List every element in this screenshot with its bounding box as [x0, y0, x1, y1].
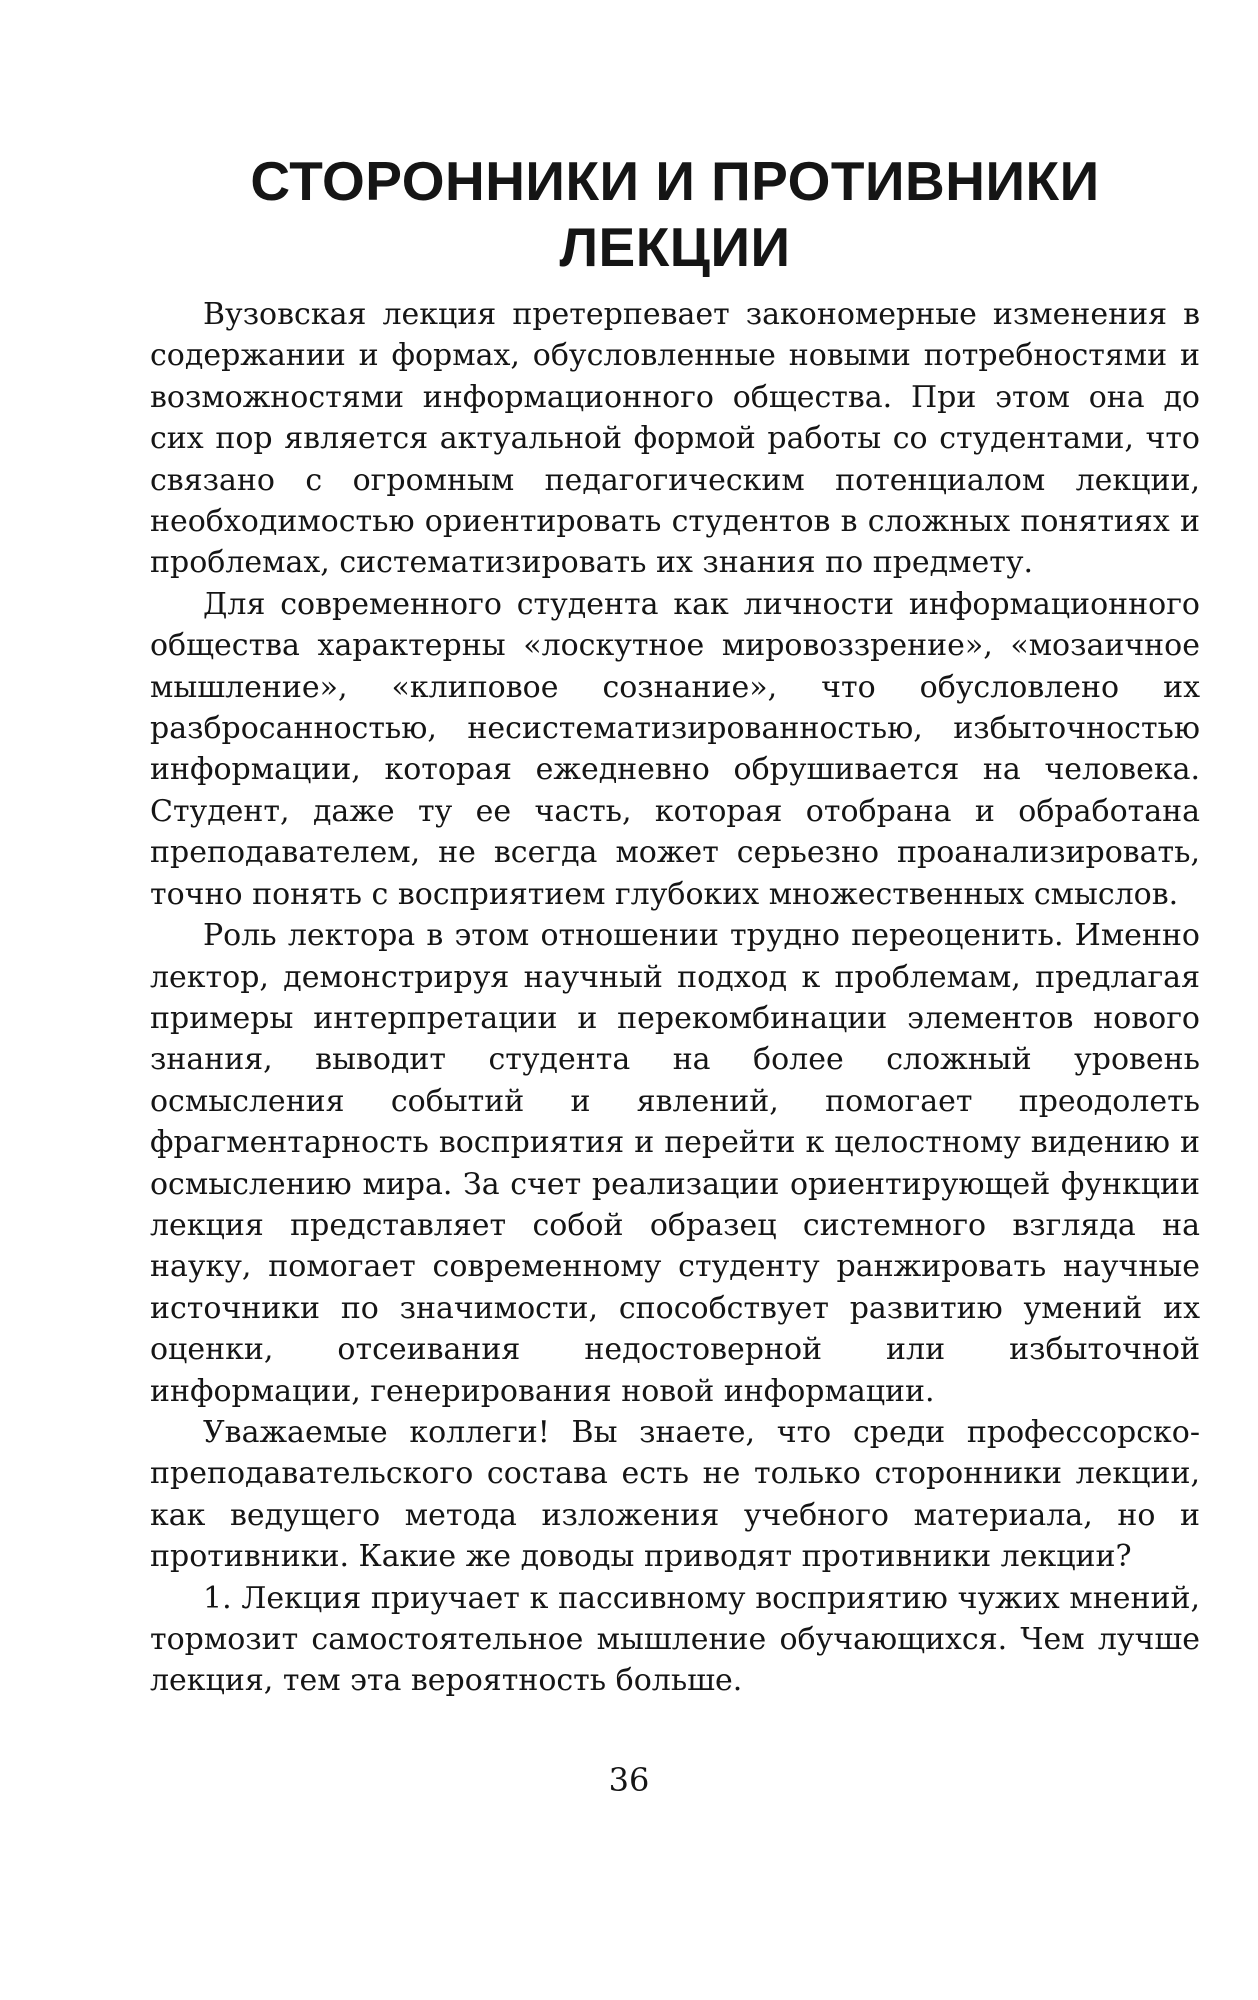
paragraph-2: Для современного студента как личности информационного общества характерны «лоскутное мировоззрение», «мозаичное мышление», «клиповое сознание», что обусловлено их разбросанностью, несистематизированностью, избыточностью информации, которая ежедневно обрушивается на человека. Студент, даже ту ее часть, которая отобрана и обработана преподавателем, не всегда может серьезно проанализировать, точно понять с восприятием глубоких множественных смыслов. [150, 586, 1200, 912]
paragraph-4: Уважаемые коллеги! Вы знаете, что среди профессорско-преподавательского состава есть не только сторонники лекции, как ведущего метода изложения учебного материала, но и противники. Какие же доводы приводят противники лекции? [150, 1414, 1200, 1575]
page-number: 36 [608, 1761, 650, 1799]
paragraph-1: Вузовская лекция претерпевает закономерные изменения в содержании и формах, обусловленные новыми потребностями и возможностями информационного общества. При этом она до сих пор является актуальной формой работы со студентами, что связано с огромным педагогическим потенциалом лекции, необходимостью ориентировать студентов в сложных понятиях и проблемах, систематизировать их знания по предмету. [150, 297, 1200, 581]
paragraph-5-list-item-1: 1. Лекция приучает к пассивному восприятию чужих мнений, тормозит самостоятельное мышление обучающихся. Чем лучше лекция, тем эта вероятность больше. [150, 1580, 1200, 1699]
paragraph-3: Роль лектора в этом отношении трудно переоценить. Именно лектор, демонстрируя научный подход к проблемам, предлагая примеры интерпретации и перекомбинации элементов нового знания, выводит студента на более сложный уровень осмысления событий и явлений, помогает преодолеть фрагментарность восприятия и перейти к целостному видению и осмыслению мира. За счет реализации ориентирующей функции лекция представляет собой образец системного взгляда на науку, помогает современному студенту ранжировать научные источники по значимости, способствует развитию умений их оценки, отсеивания недостоверной или избыточной информации, генерирования новой информации. [150, 918, 1200, 1409]
page-title-line-1: СТОРОННИКИ И ПРОТИВНИКИ [250, 150, 1100, 212]
page-title [150, 148, 1200, 280]
page-content [150, 148, 1200, 1702]
page-title-line-2: ЛЕКЦИИ [559, 216, 791, 278]
